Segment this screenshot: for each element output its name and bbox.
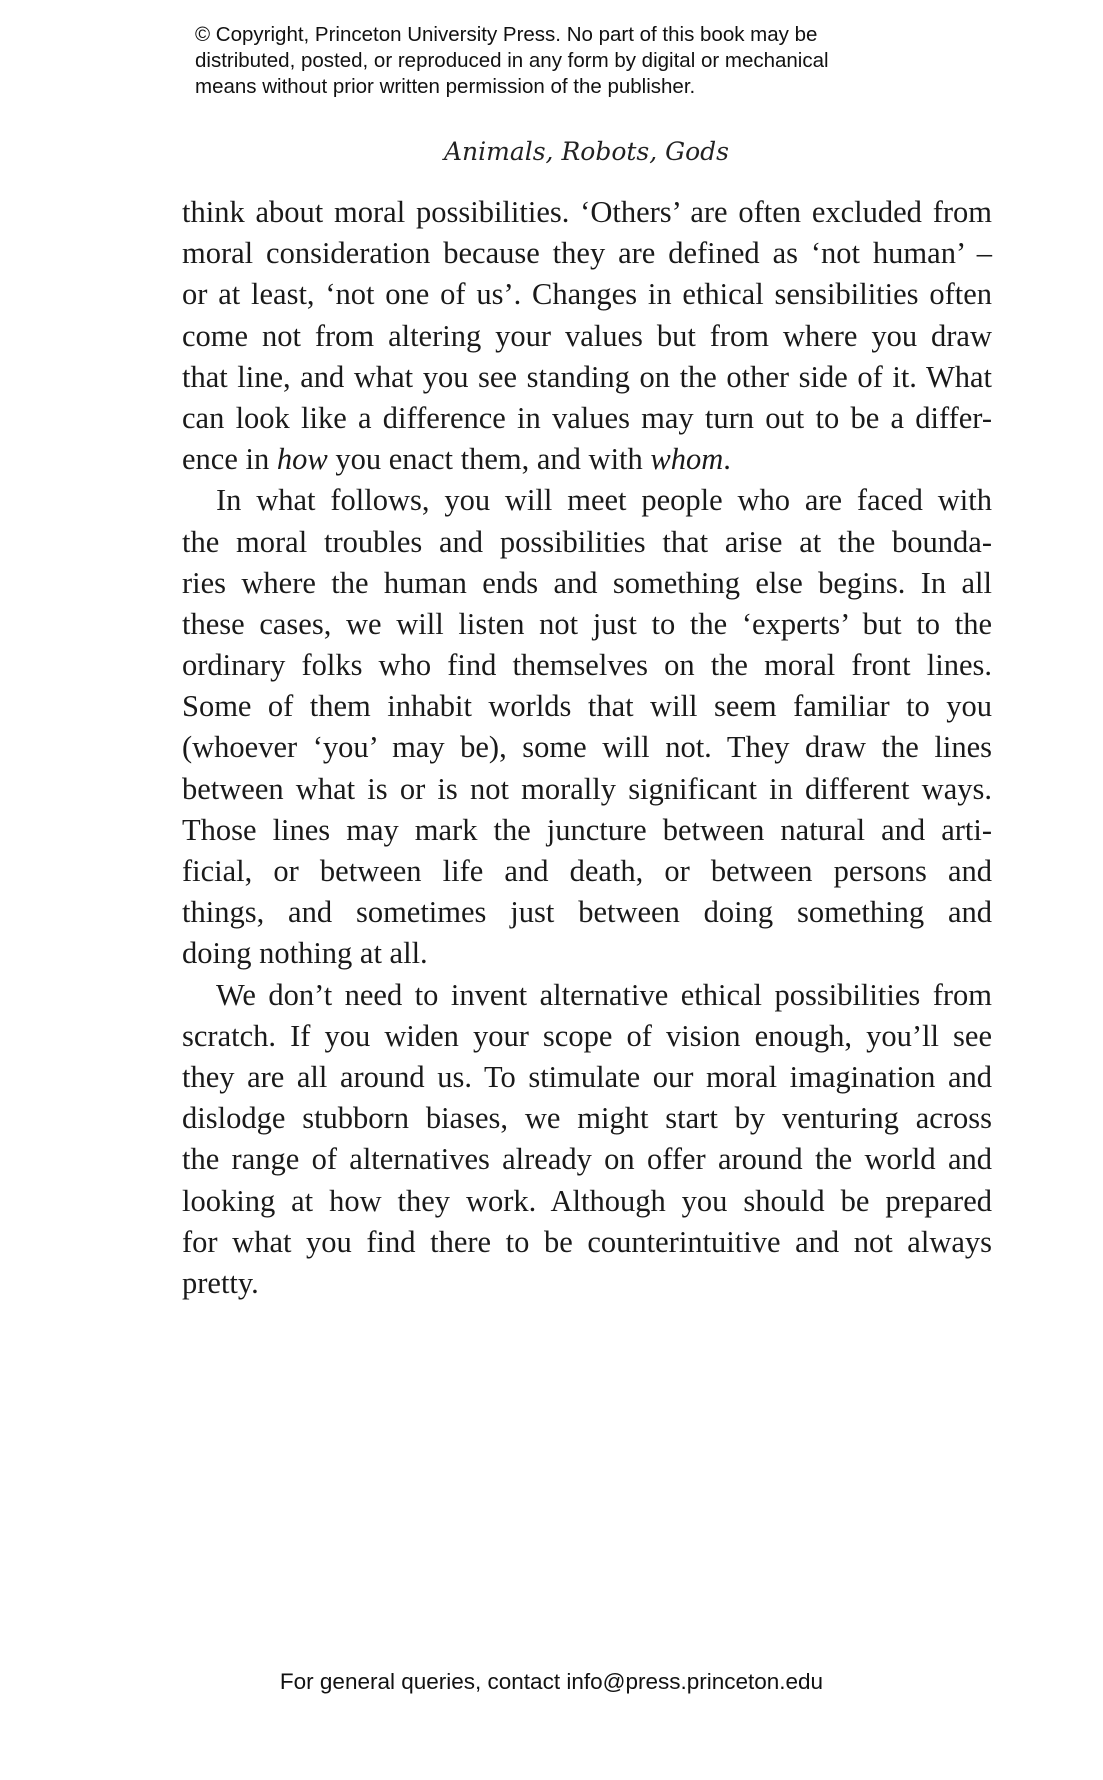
text-line (182, 1139, 992, 1180)
text-run: scratch. If you widen your scope of vision enough, you’ll see (182, 1018, 992, 1053)
text-run: between what is or is not morally significant in different ways. (182, 771, 992, 806)
text-run: ence in (182, 442, 277, 477)
body-text (182, 192, 992, 1304)
text-run: looking at how they work. Although you should be prepared (182, 1183, 992, 1218)
copyright-line: means without prior written permission of the publisher. (195, 75, 696, 98)
text-run: can look like a difference in values may turn out to be a differ- (182, 400, 992, 435)
text-run: In what follows, you will meet people who are faced with (216, 483, 992, 518)
text-line (182, 810, 992, 851)
text-run: or at least, ‘not one of us’. Changes in ethical sensibilities often (182, 277, 992, 312)
text-run: you enact them, and with (327, 442, 651, 477)
text-line (182, 563, 992, 604)
text-run: come not from altering your values but from where you draw (182, 318, 992, 353)
text-line (182, 398, 992, 439)
paragraph (182, 975, 992, 1305)
text-run: moral consideration because they are defined as ‘not human’ – (182, 236, 992, 271)
text-line (182, 851, 992, 892)
text-line (182, 892, 992, 933)
text-line (182, 1098, 992, 1139)
text-line (182, 975, 992, 1016)
text-line (182, 1057, 992, 1098)
text-line (182, 1222, 992, 1263)
text-run: Some of them inhabit worlds that will seem familiar to you (182, 689, 992, 724)
emphasis-text: whom (650, 442, 724, 477)
copyright-notice (195, 22, 915, 100)
text-line (182, 274, 992, 315)
text-line (182, 480, 992, 521)
text-run: the range of alternatives already on offer around the world and (182, 1142, 992, 1177)
text-run: ficial, or between life and death, or between persons and (182, 854, 992, 888)
text-line (182, 316, 992, 357)
text-line (182, 357, 992, 398)
text-run: We don’t need to invent alternative ethical possibilities from (216, 977, 992, 1012)
footer-contact: For general queries, contact info@press.princeton.edu (279, 1669, 824, 1694)
text-run: things, and sometimes just between doing something and (182, 895, 992, 930)
text-line (182, 1181, 992, 1222)
text-run: dislodge stubborn biases, we might start by venturing across (182, 1101, 992, 1136)
text-run: think about moral possibilities. ‘Others’ are often excluded from (182, 195, 992, 229)
text-line (182, 233, 992, 274)
text-line (182, 522, 992, 563)
text-line (182, 769, 992, 810)
text-line (182, 1263, 992, 1304)
text-line (182, 933, 992, 974)
paragraph (182, 480, 992, 974)
paragraph (182, 192, 992, 480)
text-run: they are all around us. To stimulate our moral imagination and (182, 1059, 992, 1094)
text-run: Those lines may mark the juncture between natural and arti- (182, 812, 992, 847)
text-run: ordinary folks who find themselves on the moral front lines. (182, 648, 992, 683)
running-head: Animals, Robots, Gods (443, 137, 730, 166)
text-line (182, 645, 992, 686)
text-run: (whoever ‘you’ may be), some will not. They draw the lines (182, 730, 992, 765)
text-run: pretty. (182, 1265, 259, 1300)
text-run: these cases, we will listen not just to the ‘experts’ but to the (182, 606, 992, 641)
text-run: for what you find there to be counterintuitive and not always (182, 1224, 992, 1259)
text-run: ries where the human ends and something else begins. In all (182, 565, 992, 600)
text-run: that line, and what you see standing on the other side of it. What (182, 359, 992, 394)
text-line (182, 604, 992, 645)
copyright-line: © Copyright, Princeton University Press. No part of this book may be (195, 23, 818, 46)
text-line (182, 686, 992, 727)
text-run: the moral troubles and possibilities that arise at the bounda- (182, 524, 992, 559)
emphasis-text: how (276, 442, 328, 477)
text-run: doing nothing at all. (182, 936, 428, 971)
text-line (182, 192, 992, 233)
text-line (182, 727, 992, 768)
text-line (182, 439, 992, 480)
copyright-line: distributed, posted, or reproduced in any form by digital or mechanical (195, 49, 829, 72)
text-line (182, 1016, 992, 1057)
text-run: . (723, 442, 731, 477)
